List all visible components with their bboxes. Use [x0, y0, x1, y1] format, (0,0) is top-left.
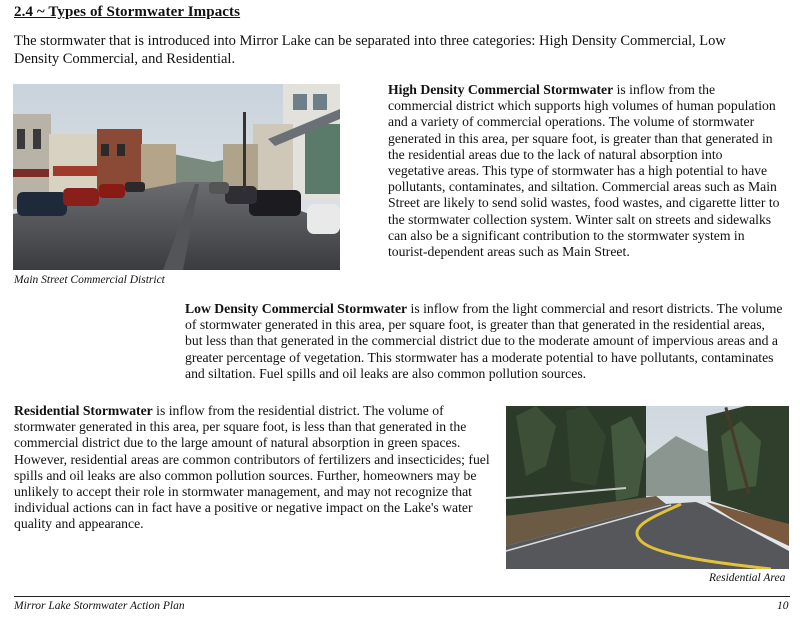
low-density-paragraph	[185, 301, 785, 382]
intro-paragraph: The stormwater that is introduced into Mirror Lake can be separated into three categories: High Density Commercial, Low Density Commercial, and Residential.	[14, 33, 726, 67]
page-number: 10	[777, 600, 789, 612]
residential-area-caption: Residential Area	[709, 572, 786, 584]
section-heading: 2.4 ~ Types of Stormwater Impacts	[14, 4, 241, 20]
high-density-title: High Density Commercial Stormwater	[388, 82, 614, 97]
high-density-paragraph	[388, 82, 780, 260]
residential-area-photo	[506, 406, 789, 569]
low-density-body: is inflow from the light commercial and resort districts. The volume of stormwater generated in this area, per square foot, is greater than that generated in the residential areas, but less than that generated in the commercial district due to the moderate amount of impervious areas and a greater percentage of vegetation. This stormwater has a moderate potential to have pollutants, contaminates and siltation. Fuel spills and oil leaks are also common pollution sources.	[185, 301, 783, 381]
main-street-caption: Main Street Commercial District	[14, 274, 165, 286]
high-density-body: is inflow from the commercial district which supports high volumes of human population and a variety of commercial operations. The volume of stormwater generated in this area, per square foot, is greater than that generated in the residential areas due to the lack of natural absorption into vegetative areas. This type of stormwater has a high potential to have pollutants, contaminates, and siltation. Commercial areas such as Main Street are likely to send solid wastes, food wastes, and cigarette litter to the stormwater collection system. Winter salt on streets and sidewalks can also be a significant contribution to the stormwater system in tourist-dependent areas such as Main Street.	[388, 82, 780, 260]
residential-paragraph	[14, 403, 502, 533]
residential-title: Residential Stormwater	[14, 403, 153, 418]
residential-body: is inflow from the residential district. The volume of stormwater generated in this area, per square foot, is less than that generated in the commercial district due to the large amount of natural absorption in green spaces. However, residential areas are common contributors of fertilizers and insecticides; fuel spills and oil leaks are also common pollution sources. Further, homeowners may be unlikely to accept their role in stormwater management, and may not recognize that individual actions can in fact have a positive or negative impact on the Lake's water quality and appearance.	[14, 403, 490, 532]
low-density-title: Low Density Commercial Stormwater	[185, 301, 408, 316]
footer-document-title: Mirror Lake Stormwater Action Plan	[14, 600, 185, 612]
main-street-photo	[13, 84, 340, 270]
footer-divider	[14, 596, 790, 597]
